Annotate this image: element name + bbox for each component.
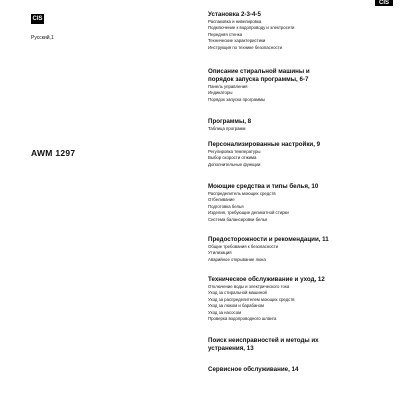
toc-section-title: Описание стиральной машины и bbox=[208, 68, 310, 75]
toc-section-title: Установка 2-3-4-5 bbox=[208, 11, 261, 18]
language-code-badge: CIS bbox=[32, 16, 43, 22]
toc-item: Таблица программ bbox=[208, 125, 246, 131]
toc-item: Уход за стиральной машиной bbox=[208, 290, 267, 296]
toc-section-title: Техническое обслуживание и уход, 12 bbox=[208, 276, 325, 283]
toc-item: Порядок запуска программы bbox=[208, 96, 266, 102]
toc-section bbox=[208, 366, 393, 374]
toc-section bbox=[208, 68, 393, 103]
toc-item: Инструкция по технике безопасности bbox=[208, 44, 283, 50]
toc-section bbox=[208, 118, 393, 132]
toc-section bbox=[208, 141, 393, 168]
toc-section bbox=[208, 276, 393, 323]
toc-item: Подключение к водопроводу и электросети bbox=[208, 25, 295, 31]
toc-item: Аварийное открывание люка bbox=[208, 256, 266, 262]
toc-item: Уход за насосом bbox=[208, 309, 242, 315]
language-code-tab: CIS bbox=[375, 0, 393, 6]
toc-item: Индикаторы bbox=[208, 90, 233, 96]
toc-item: Общие требования к безопасности bbox=[208, 243, 279, 249]
toc-item: Выбор скорости отжима bbox=[208, 155, 257, 161]
toc-item: Регулировка температуры bbox=[208, 148, 261, 154]
language-page-label: Русский,1 bbox=[31, 35, 54, 41]
toc-section-title: порядок запуска программы, 6-7 bbox=[208, 75, 309, 83]
toc-section-title: Предосторожности и рекомендации, 11 bbox=[208, 236, 329, 243]
toc-item: Проверка водопроводного шланга bbox=[208, 316, 277, 322]
toc-item: Утилизация bbox=[208, 250, 232, 256]
toc-item: Распаковка и нивелировка bbox=[208, 18, 262, 24]
toc-item: Отбеливание bbox=[208, 197, 235, 203]
toc-section-title: Сервисное обслуживание, 14 bbox=[208, 366, 299, 373]
toc-section bbox=[208, 337, 393, 353]
toc-item: Система балансировки белья bbox=[208, 216, 268, 222]
toc-item: Дополнительные функции bbox=[208, 161, 261, 167]
toc-item: Передняя стенка bbox=[208, 31, 243, 37]
toc-section bbox=[208, 236, 393, 263]
toc-item: Распределитель моющих средств bbox=[208, 190, 276, 196]
toc-section-title: Программы, 8 bbox=[208, 118, 252, 125]
toc-section-title: Персонализированные настройки, 9 bbox=[208, 141, 321, 148]
toc-item: Уход за распределителем моющих средств bbox=[208, 296, 295, 302]
toc-section bbox=[208, 183, 393, 223]
toc-item: Технические характеристики bbox=[208, 38, 266, 44]
toc-section-title: Поиск неисправностей и методы их bbox=[208, 337, 319, 344]
toc-section bbox=[208, 11, 393, 51]
toc-section-title: устранения, 13 bbox=[208, 344, 254, 352]
model-name: AWM 1297 bbox=[31, 148, 76, 158]
toc-item: Изделия, требующие деликатной стирки bbox=[208, 210, 289, 216]
toc-item: Отключение воды и электрического тока bbox=[208, 283, 290, 289]
toc-item: Панель управления bbox=[208, 83, 248, 89]
toc-item: Подготовка белья bbox=[208, 203, 244, 209]
toc-section-title: Моющие средства и типы белья, 10 bbox=[208, 183, 319, 190]
toc-item: Уход за люком и барабаном bbox=[208, 303, 264, 309]
